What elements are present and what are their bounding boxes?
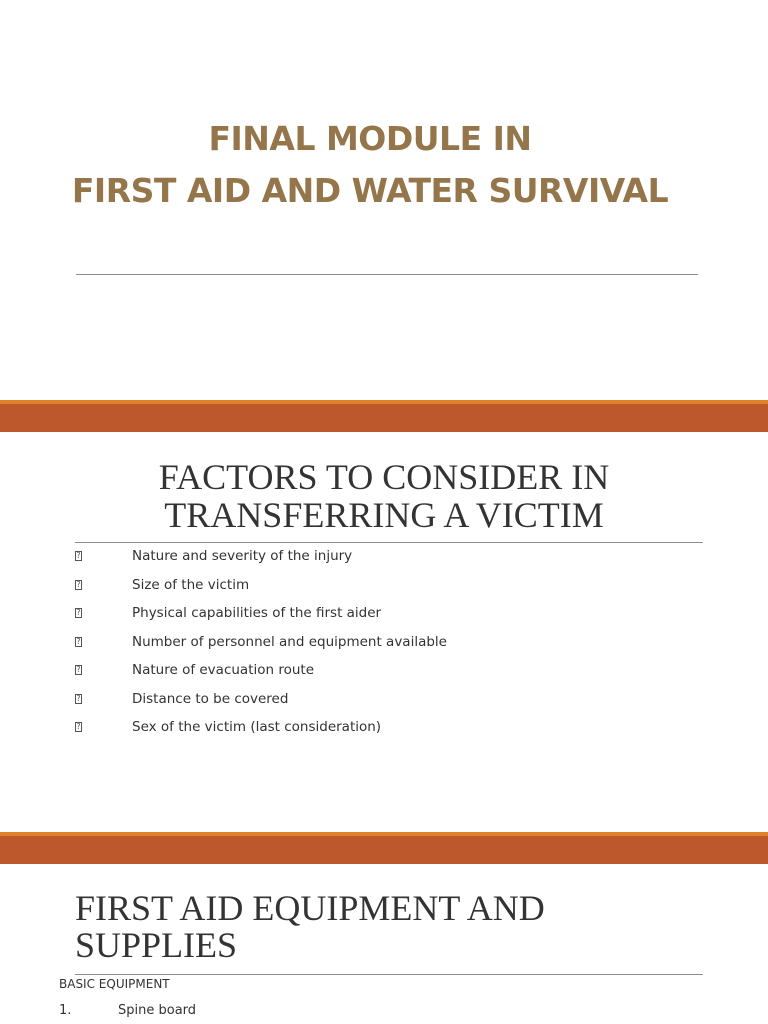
bullet-icon: ? xyxy=(76,665,81,674)
equipment-subheading: BASIC EQUIPMENT xyxy=(59,977,170,991)
equipment-title-line2: SUPPLIES xyxy=(75,925,238,965)
equipment-title-line1: FIRST AID EQUIPMENT AND xyxy=(75,888,545,928)
slide-factors xyxy=(0,432,768,832)
list-item-number: 1. xyxy=(59,1003,72,1018)
list-item-text: Nature and severity of the injury xyxy=(132,548,353,564)
list-item-text: Physical capabilities of the first aider xyxy=(132,605,382,621)
slide-equipment xyxy=(0,864,768,1024)
bullet-icon: ? xyxy=(76,636,81,646)
bullet-icon: ? xyxy=(76,722,81,731)
bullet-icon: ? xyxy=(76,693,81,703)
factors-divider xyxy=(75,542,703,543)
slide-separator-band xyxy=(0,832,768,864)
list-item-text: Distance to be covered xyxy=(132,690,289,707)
bullet-icon: ? xyxy=(76,579,81,589)
bullet-icon: ? xyxy=(76,551,81,560)
list-item-text: Spine board xyxy=(118,1003,197,1018)
list-item-text: Number of personnel and equipment available xyxy=(132,633,447,650)
slide-title xyxy=(0,0,768,400)
module-title xyxy=(0,113,740,217)
list-item-text: Nature of evacuation route xyxy=(132,662,315,678)
factors-title-line1: FACTORS TO CONSIDER IN xyxy=(158,457,610,497)
slide-separator-band xyxy=(0,400,768,432)
list-item-text: Size of the victim xyxy=(132,576,250,593)
equipment-divider xyxy=(75,974,703,975)
list-item-text: Sex of the victim (last consideration) xyxy=(132,719,382,735)
bullet-icon: ? xyxy=(76,608,81,617)
module-title-line2: FIRST AID AND WATER SURVIVAL xyxy=(71,171,669,210)
factors-title xyxy=(0,458,768,534)
module-title-line1: FINAL MODULE IN xyxy=(208,119,532,158)
title-divider xyxy=(76,274,698,275)
factors-title-line2: TRANSFERRING A VICTIM xyxy=(164,495,604,535)
equipment-title xyxy=(75,890,715,964)
